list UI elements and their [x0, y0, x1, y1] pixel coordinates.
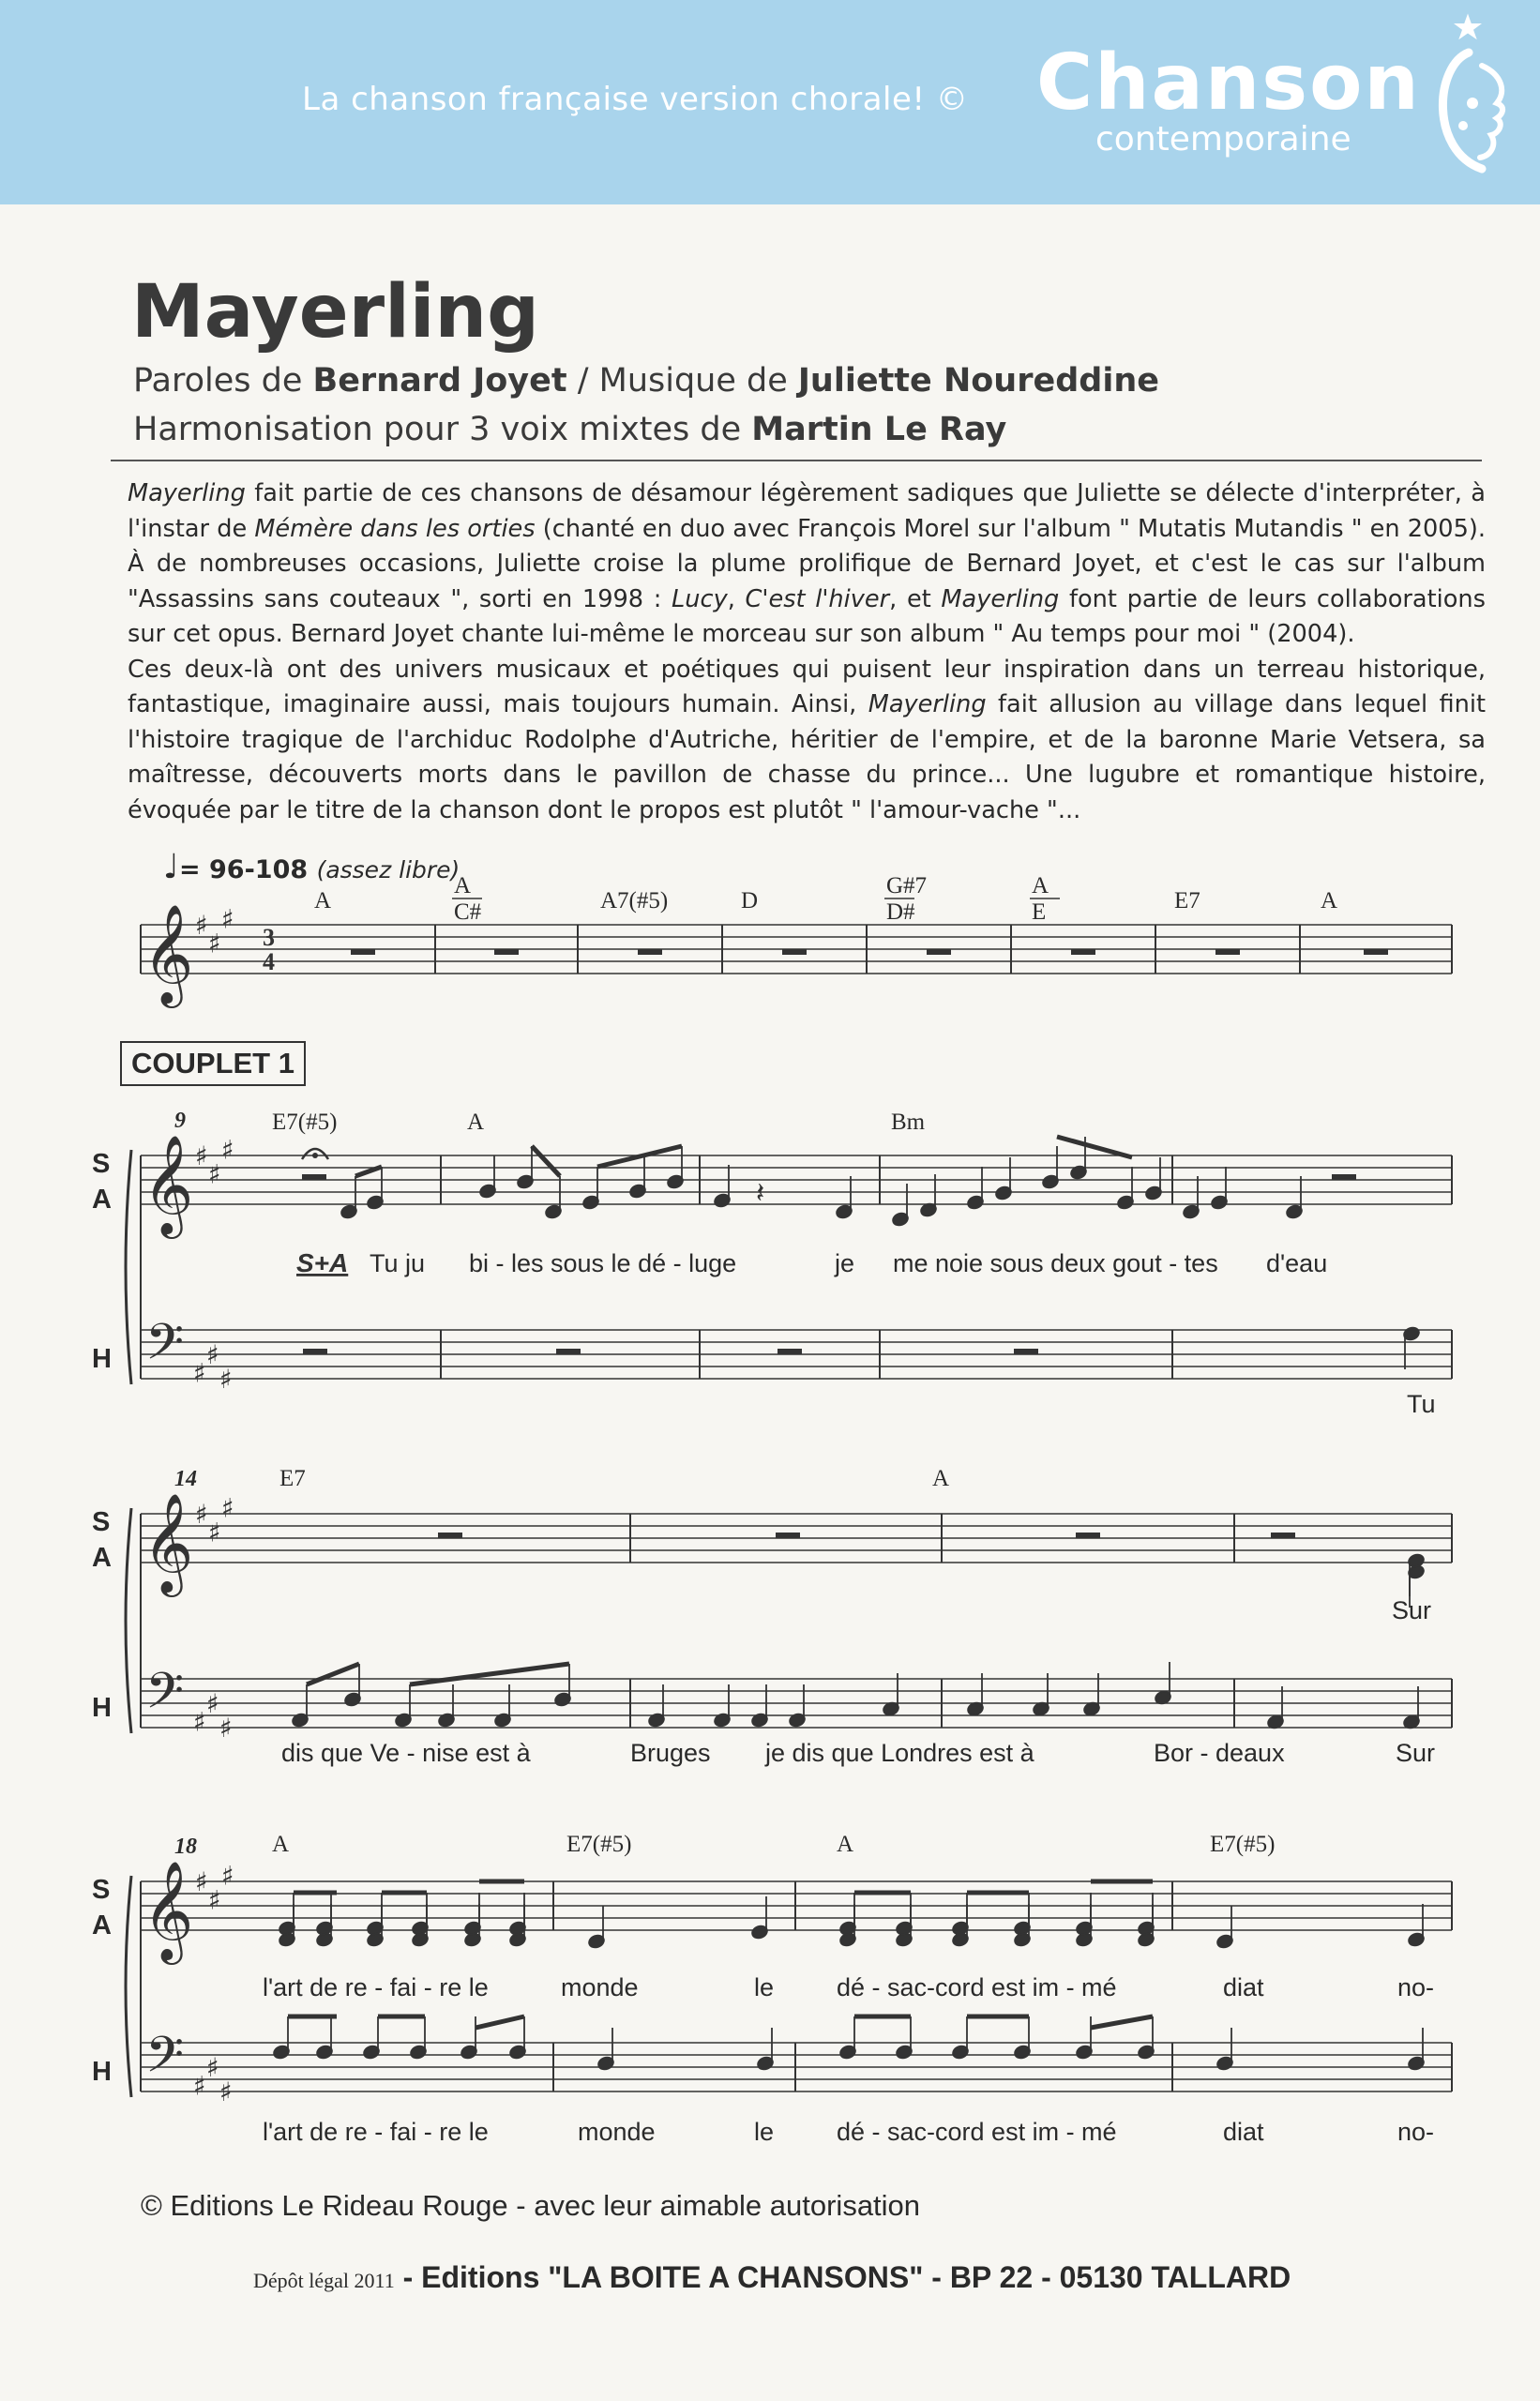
- intro-chord: A: [1032, 873, 1049, 898]
- chord-symbol: E7(#5): [566, 1832, 632, 1857]
- sa-lyric: Sur: [1392, 1596, 1432, 1624]
- h-lyric: Bor - deaux: [1154, 1739, 1285, 1767]
- half-rest: [556, 1349, 581, 1354]
- whole-rest: [1076, 1533, 1100, 1538]
- system-bracket: [126, 1508, 131, 1733]
- header-tagline: La chanson française version chorale! ©: [302, 81, 969, 118]
- chord-symbol: E7(#5): [1210, 1832, 1276, 1857]
- intro-chord: A: [314, 888, 332, 914]
- whole-rest: [782, 949, 807, 955]
- note-beam: [532, 1146, 560, 1176]
- sharp-icon: ♯: [195, 910, 208, 941]
- sharp-icon: ♯: [195, 1140, 208, 1171]
- voice-label-alto: A: [92, 1910, 112, 1940]
- intro-chord-bass: C#: [454, 899, 482, 925]
- voice-label-alto: A: [92, 1185, 112, 1215]
- half-rest: [778, 1349, 802, 1354]
- sa-marker: S+A: [296, 1248, 349, 1277]
- lyricist: Bernard Joyet: [312, 362, 567, 400]
- whole-rest: [438, 1533, 462, 1538]
- brand-name: Chanson: [1036, 38, 1421, 128]
- intro-chord: D: [741, 888, 759, 914]
- h-lyric: monde: [578, 2118, 656, 2146]
- sa-lyric: je: [835, 1249, 855, 1277]
- system-bracket: [126, 1150, 131, 1384]
- sharp-icon: ♯: [219, 2076, 233, 2107]
- sa-lyric: bi - les sous le dé - luge: [469, 1249, 737, 1277]
- note-beam: [307, 1664, 359, 1684]
- bass-clef-icon: 𝄢: [145, 1314, 185, 1383]
- h-lyric: dis que Ve - nise est à: [281, 1739, 531, 1767]
- whole-rest: [1271, 1533, 1295, 1538]
- half-rest: [1014, 1349, 1038, 1354]
- system-bracket: [126, 1876, 131, 2097]
- song-title: Mayerling: [131, 270, 539, 355]
- note-beam: [410, 1664, 569, 1684]
- intro-paragraph-2: Ces deux-là ont des univers musicaux et poétiques qui puisent leur inspiration dans un terreau historique, fantastique, imaginaire aussi, mais toujours humain. Ainsi, Mayerling fait allusion au village dans lequel finit l'histoire tragique de l'archiduc Rodolphe d'Autriche, héritier de l'empire, et de la baronne Marie Vetsera, sa maîtresse, découverts morts dans le pavillon de chasse du prince... Une lugubre et romantique histoire, évoquée par le titre de la chanson dont le propos est plutôt " l'amour-vache "...: [128, 655, 1486, 824]
- composer: Juliette Noureddine: [797, 362, 1159, 400]
- sa-lyric: diat: [1223, 1973, 1264, 2001]
- sa-lyric: no-: [1397, 1973, 1435, 2001]
- h-lyric: dé - sac-cord est im - mé: [837, 2118, 1117, 2146]
- sharp-icon: ♯: [193, 1357, 206, 1389]
- sharp-icon: ♯: [219, 1713, 233, 1744]
- chord-symbol: A: [932, 1466, 950, 1491]
- credits-prefix: Paroles de: [133, 362, 313, 400]
- sharp-icon: ♯: [206, 1688, 219, 1719]
- h-lyric: Bruges: [630, 1739, 711, 1767]
- sharp-icon: ♯: [208, 1158, 221, 1190]
- whole-rest: [1071, 949, 1095, 955]
- note-beam: [476, 2016, 524, 2028]
- sharp-icon: ♯: [221, 1860, 234, 1892]
- sa-lyric: Tu ju: [370, 1249, 426, 1277]
- publisher-line: [253, 2260, 1291, 2295]
- intro-chord-bass: E: [1032, 899, 1047, 925]
- sa-lyric: dé - sac-cord est im - mé: [837, 1973, 1117, 2001]
- measure-number: 9: [174, 1109, 186, 1133]
- whole-rest: [351, 949, 375, 955]
- sharp-icon: ♯: [221, 1134, 234, 1166]
- voice-label-alto: A: [92, 1543, 112, 1573]
- chord-symbol: Bm: [891, 1110, 926, 1135]
- voice-label-hommes: H: [92, 1344, 112, 1374]
- voice-label-soprano: S: [92, 1149, 111, 1179]
- whole-rest: [638, 949, 662, 955]
- half-rest: [302, 1174, 326, 1180]
- copyright-notice: © Editions Le Rideau Rouge - avec leur aimable autorisation: [141, 2189, 921, 2222]
- chord-symbol: A: [272, 1832, 290, 1857]
- chord-symbol: A: [837, 1832, 854, 1857]
- sharp-icon: ♯: [208, 928, 221, 959]
- h-lyric: no-: [1397, 2118, 1435, 2146]
- half-rest: [1332, 1174, 1356, 1180]
- voice-label-soprano: S: [92, 1875, 111, 1905]
- arranger: Martin Le Ray: [751, 411, 1007, 448]
- publisher-info: - Editions "LA BOITE A CHANSONS" - BP 22 - 05130 TALLARD: [394, 2260, 1291, 2294]
- sharp-icon: ♯: [208, 1884, 221, 1916]
- treble-clef-icon: 𝄞: [143, 1134, 194, 1234]
- voice-label-soprano: S: [92, 1507, 111, 1537]
- tempo-marking: ♩= 96-108 (assez libre): [163, 848, 460, 886]
- half-rest: [303, 1349, 327, 1354]
- sa-lyric: me noie sous deux gout - tes: [893, 1249, 1218, 1277]
- brand-subtitle: contemporaine: [1095, 120, 1351, 159]
- section-label: COUPLET 1: [120, 1041, 306, 1086]
- sharp-icon: ♯: [219, 1364, 233, 1395]
- sharp-icon: ♯: [208, 1517, 221, 1548]
- fermata-dot: [312, 1153, 318, 1158]
- note-beam: [597, 1146, 682, 1167]
- whole-rest: [494, 949, 519, 955]
- intro-chord: E7: [1174, 888, 1200, 914]
- intro-chord: A7(#5): [600, 888, 669, 914]
- note-beam: [1091, 2016, 1153, 2028]
- sa-lyric: l'art de re - fai - re le: [263, 1973, 489, 2001]
- note-beam: [1057, 1137, 1132, 1157]
- chord-symbol: E7(#5): [272, 1110, 338, 1135]
- quarter-note-icon: ♩: [163, 848, 179, 886]
- whole-rest: [776, 1533, 800, 1538]
- treble-clef-icon: 𝄞: [143, 903, 194, 1004]
- h-lyric: l'art de re - fai - re le: [263, 2118, 489, 2146]
- treble-clef-icon: 𝄞: [143, 1860, 194, 1960]
- sharp-icon: ♯: [221, 1492, 234, 1524]
- sa-lyric: d'eau: [1266, 1249, 1328, 1277]
- chord-symbol: E7: [279, 1466, 306, 1491]
- sa-lyric: monde: [561, 1973, 639, 2001]
- sharp-icon: ♯: [195, 1499, 208, 1530]
- whole-rest: [1215, 949, 1240, 955]
- sharp-icon: ♯: [193, 2070, 206, 2102]
- chord-symbol: A: [467, 1110, 485, 1135]
- voice-label-hommes: H: [92, 2057, 112, 2087]
- time-signature-top: 3: [263, 924, 275, 951]
- h-lyric: le: [754, 2118, 775, 2146]
- h-lyric: diat: [1223, 2118, 1264, 2146]
- intro-chord-bass: D#: [886, 899, 915, 925]
- measure-number: 18: [174, 1835, 197, 1859]
- treble-clef-icon: 𝄞: [143, 1492, 194, 1593]
- sa-lyric: le: [754, 1973, 775, 2001]
- legal-deposit: Dépôt légal 2011: [253, 2269, 395, 2292]
- bass-clef-icon: 𝄢: [145, 1663, 185, 1732]
- h-lyric: je dis que Londres est à: [765, 1739, 1034, 1767]
- credits-mid: / Musique de: [566, 362, 798, 400]
- whole-rest: [927, 949, 951, 955]
- sharp-icon: ♯: [221, 903, 234, 935]
- bass-clef-icon: 𝄢: [145, 2027, 185, 2096]
- intro-chord: A: [454, 873, 472, 898]
- intro-paragraph-1: Mayerling fait partie de ces chansons de désamour légèrement sadiques que Juliette se délecte d'interpréter, à l'instar de Mémère dans les orties (chanté en duo avec François Morel sur l'album " Mutatis Mutandis " en 2005). À de nombreuses occasions, Juliette croise la plume prolifique de Bernard Joyet, et c'est le cas sur l'album "Assassins sans couteaux ", sorti en 1998 : Lucy, C'est l'hiver, et Mayerling font partie de leurs collaborations sur cet opus. Bernard Joyet chante lui-même le morceau sur son album " Au temps pour moi " (2004).: [128, 479, 1486, 648]
- credits-prefix-2: Harmonisation pour 3 voix mixtes de: [133, 411, 752, 448]
- whole-rest: [1364, 949, 1388, 955]
- sharp-icon: ♯: [193, 1706, 206, 1738]
- intro-chord: A: [1321, 888, 1338, 914]
- sharp-icon: ♯: [195, 1866, 208, 1897]
- h-lyric: Tu: [1407, 1390, 1436, 1418]
- time-signature-bottom: 4: [263, 948, 275, 975]
- sharp-icon: ♯: [206, 1339, 219, 1370]
- sharp-icon: ♯: [206, 2052, 219, 2083]
- quarter-rest-icon: 𝄽: [756, 1177, 765, 1210]
- measure-number: 14: [174, 1467, 197, 1491]
- voice-label-hommes: H: [92, 1693, 112, 1723]
- h-lyric: Sur: [1396, 1739, 1436, 1767]
- intro-chord: G#7: [886, 873, 928, 898]
